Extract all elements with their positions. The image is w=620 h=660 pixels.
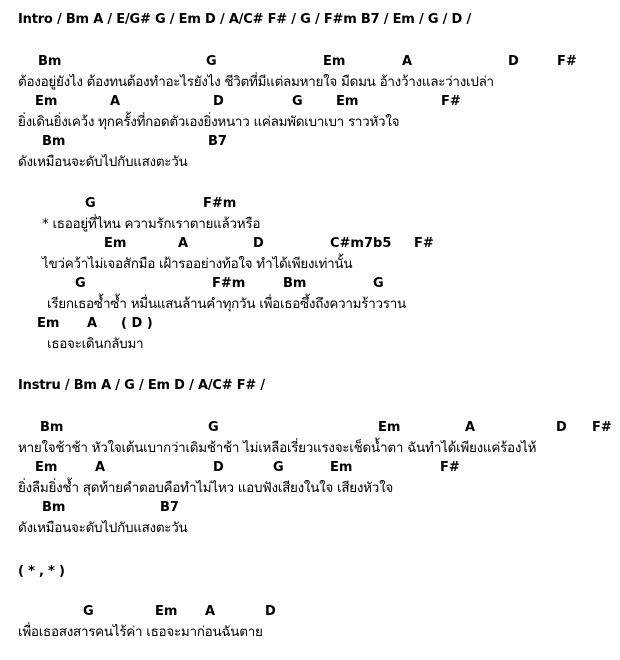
chord: F# <box>414 236 434 251</box>
chord: Bm <box>42 500 66 515</box>
chord: A <box>205 604 216 619</box>
chord: F#m <box>203 196 237 211</box>
chord: D <box>265 604 276 619</box>
lyric-line: ยิ่งลืมยิ่งช้ำ สุดท้ายคำตอบคือทำไม่ไหว แอบฟังเสียงในใจ เสียงหัวใจ <box>18 480 393 496</box>
lyric-line: ยิ่งเดินยิ่งเคว้ง ทุกครั้งที่กอดตัวเองยิ่งหนาว แค่ลมพัดเบาเบา ราวหัวใจ <box>18 114 400 130</box>
chord: A <box>95 460 106 475</box>
chord: Em <box>37 316 60 331</box>
chord: G <box>208 420 219 435</box>
chord: D <box>213 460 224 475</box>
lyric-line: ดังเหมือนจะดับไปกับแสงตะวัน <box>18 154 188 170</box>
chord: G <box>373 276 384 291</box>
chord: Bm <box>38 54 62 69</box>
chord: Em <box>155 604 178 619</box>
chord: G <box>83 604 94 619</box>
chord: A <box>110 94 121 109</box>
chord: G <box>206 54 217 69</box>
chord: G <box>85 196 96 211</box>
chord: Em <box>104 236 127 251</box>
lyric-line: เรียกเธอซ้ำซ้ำ หมื่นแสนล้านคำทุกวัน เพื่อเธอซึ้งถึงความร้าวราน <box>47 296 406 312</box>
chord: Em <box>35 94 58 109</box>
lyric-line: เพื่อเธอสงสารคนไร้ค่า เธอจะมาก่อนฉันตาย <box>18 624 263 640</box>
chord: B7 <box>160 500 179 515</box>
chord: Em <box>330 460 353 475</box>
repeat-chorus-marker: ( * , * ) <box>18 564 65 579</box>
chord: Em <box>323 54 346 69</box>
chord: B7 <box>208 134 227 149</box>
chord: Em <box>378 420 401 435</box>
chord: F# <box>440 460 460 475</box>
lyric-line: เธอจะเดินกลับมา <box>47 336 144 352</box>
chord: A <box>87 316 98 331</box>
chord: A <box>465 420 476 435</box>
chord: Bm <box>283 276 307 291</box>
chord: Em <box>35 460 58 475</box>
chord: G <box>273 460 284 475</box>
chord: F# <box>557 54 577 69</box>
chord: D <box>253 236 264 251</box>
chord: D <box>556 420 567 435</box>
chord: A <box>178 236 189 251</box>
lyric-line: * เธออยู่ที่ไหน ความรักเราตายแล้วหรือ <box>42 216 261 232</box>
chord: A <box>402 54 413 69</box>
chord: F# <box>441 94 461 109</box>
lyric-line: ดังเหมือนจะดับไปกับแสงตะวัน <box>18 520 188 536</box>
chord: D <box>508 54 519 69</box>
chord: G <box>75 276 86 291</box>
lyric-line: ไขว่คว้าไม่เจอสักมือ เฝ้ารออย่างท้อใจ ทำได้เพียงเท่านั้น <box>42 256 353 272</box>
chord: G <box>292 94 303 109</box>
chord: Em <box>336 94 359 109</box>
chord: F# <box>592 420 612 435</box>
lyric-line: หายใจช้าช้า หัวใจเต้นเบากว่าเดิมช้าช้า ไม่เหลือเรี่ยวแรงจะเช็ดน้ำตา ฉันทำได้เพียงแค่ร้องไห้ <box>18 440 537 456</box>
lyric-line: ต้องอยู่ยังไง ต้องทนต้องทำอะไรยังไง ชีวิตที่มีแต่ลมหายใจ มืดมน อ้างว้างและว่างเปล่า <box>18 74 494 90</box>
chord: Bm <box>42 134 66 149</box>
chord: F#m <box>212 276 246 291</box>
intro-chord-progression: Intro / Bm A / E/G# G / Em D / A/C# F# / G / F#m B7 / Em / G / D / <box>18 12 471 27</box>
instrumental-chord-progression: Instru / Bm A / G / Em D / A/C# F# / <box>18 378 265 393</box>
chord: Bm <box>40 420 64 435</box>
chord: C#m7b5 <box>330 236 392 251</box>
chord: ( D ) <box>121 316 153 331</box>
chord: D <box>213 94 224 109</box>
